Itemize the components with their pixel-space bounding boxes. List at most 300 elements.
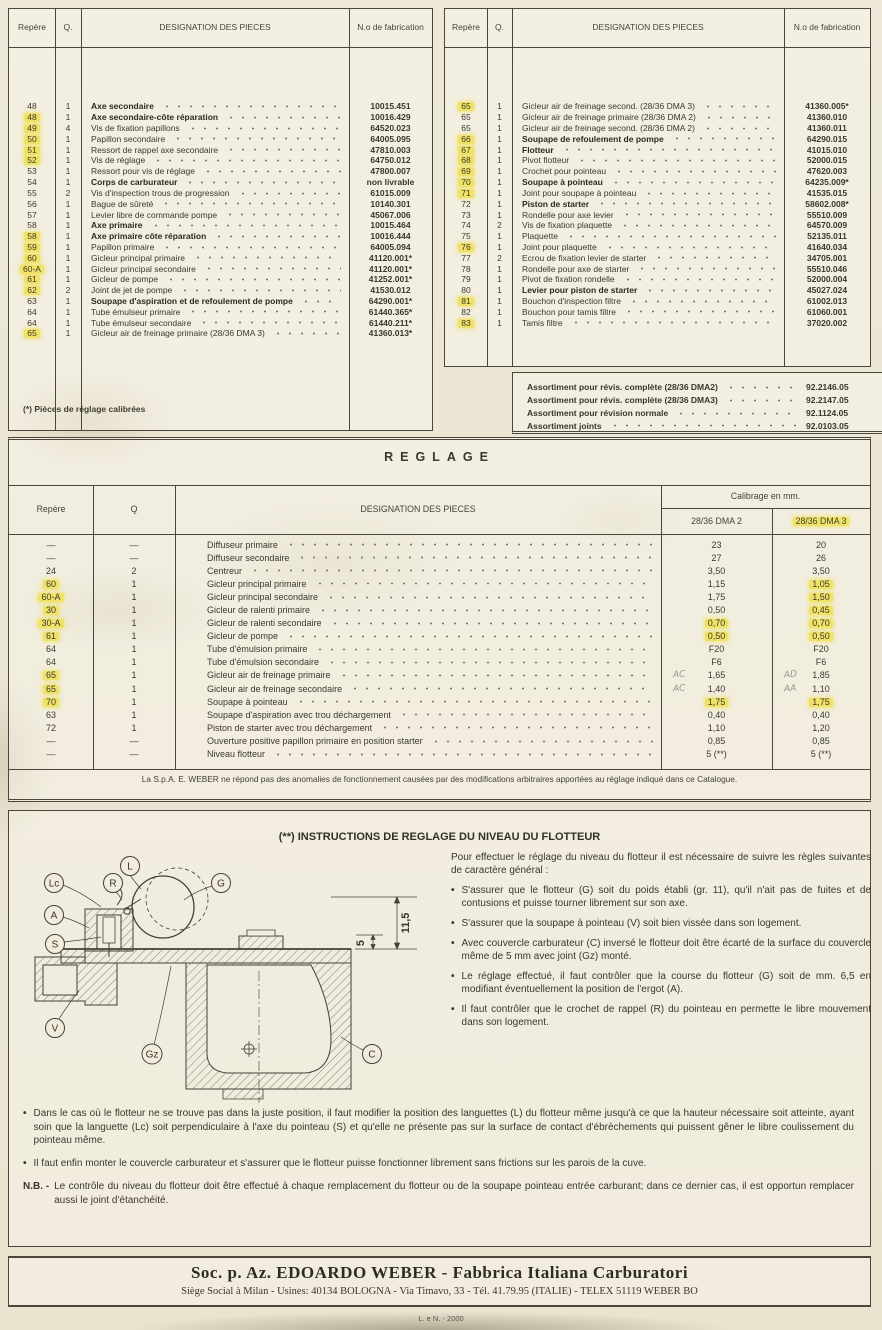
callout-G: G [217,878,225,890]
reglage-qty: 1 [131,683,137,694]
part-designation: Gicleur air de freinage primaire (28/36 DMA 3) [91,328,265,339]
dot-leader [225,148,341,152]
calibration-dma2: 1,10 [707,722,726,733]
dot-leader [725,398,798,402]
part-qty: 1 [65,306,71,317]
float-circle-alt [146,868,208,930]
reglage-ref-cell [9,749,93,759]
part-designation-cell [512,123,784,133]
dot-leader [430,739,653,743]
part-designation-cell [81,145,349,155]
part-designation-cell [512,112,784,122]
part-qty: 1 [65,231,71,242]
cover-boss [239,936,283,949]
part-ref: 53 [27,166,37,177]
calibration-dma3-cell [772,657,870,667]
part-qty: 1 [65,166,71,177]
part-designation-cell [81,264,349,274]
reglage-ref: — [46,749,56,760]
part-ref-cell [9,307,55,317]
dot-leader [224,213,341,217]
part-qty: 1 [65,177,71,188]
part-ref: 64 [27,306,37,317]
part-number: 41360.010 [806,112,848,123]
part-designation: Gicleur de pompe [91,274,159,285]
table-row [9,209,432,220]
table-row [9,188,432,199]
calibration-dma3: 1,50 [809,593,833,602]
part-qty: 1 [65,133,71,144]
callout-Gz: Gz [145,1049,159,1061]
part-designation-cell [81,285,349,295]
calibration-dma3-cell [772,579,870,589]
part-ref-cell [445,101,487,111]
reglage-ref: 64 [45,644,56,655]
reglage-row [9,617,870,630]
part-ref-cell [445,296,487,306]
part-designation: Bouchon pour tamis filtre [522,306,617,317]
part-designation-cell [81,112,349,122]
instructions-intro: Pour effectuer le réglage du niveau du flotteur il est nécessaire de suivre les règles suivantes de caractère général : [451,852,871,876]
part-ref-cell [9,188,55,198]
table-row [445,209,870,220]
dot-leader [636,267,776,271]
part-ref-cell [9,112,55,122]
part-ref-cell [9,274,55,284]
reglage-ref: 63 [45,709,56,720]
part-designation: Pivot flotteur [522,155,570,166]
reglage-ref-cell [9,605,93,615]
reglage-designation: Gicleur principal primaire [207,578,307,589]
calibration-dma2: 23 [711,539,722,550]
part-ref: 74 [461,220,471,231]
calibration-dma2: F20 [708,644,725,655]
header-designation: DESIGNATION DES PIECES [360,504,476,514]
reglage-designation: Diffuseur primaire [207,539,278,550]
part-ref-cell [9,155,55,165]
calibration-dma2-cell [661,697,772,707]
bullet-text: Avec couvercle carburateur (C) inversé le flotteur doit être écarté de la surface du couvercle même de 5 mm avec joint (Gz) monté. [461,938,871,962]
part-designation-cell [512,188,784,198]
table-row [445,112,870,123]
assortiment-number: 92.2146.05 [806,382,849,393]
reglage-designation: Gicleur principal secondaire [207,591,319,602]
reglage-designation-cell [175,631,661,641]
calibration-dma3-cell [772,697,870,707]
parts-table-right [444,8,871,367]
assortiment-box [512,372,882,434]
reglage-row [9,590,870,603]
dot-leader [596,202,776,206]
reglage-ref-cell [9,723,93,733]
table-row [9,220,432,231]
part-ref-cell [9,101,55,111]
part-designation-cell [512,253,784,263]
part-ref: 60 [24,254,39,263]
bullet-text: Dans le cas où le flotteur ne se trouve pas dans la juste position, il faut modifier la position des languettes (L) du flotteur même jusqu'à ce que la hauteur nécessaire soit atteinte, ayant soin que la languette (Lc) soit perpendiculaire à l'axe du pointeau (S) et qu'elle ne présente pas sur la surface de contact d'ébrèchements qui puissent gêner le libre coulissement du pointeau même. [33,1108,854,1146]
part-ref-cell [445,145,487,155]
table-row [9,133,432,144]
dot-leader [628,299,776,303]
reglage-qty: 1 [131,644,137,655]
calibration-dma2: 1,40 [707,683,726,694]
calibration-dma2: 0,70 [705,619,729,628]
part-ref-cell [445,177,487,187]
dot-leader [314,647,653,651]
part-qty: 1 [497,133,502,144]
part-ref-cell [445,242,487,252]
part-designation: Crochet pour pointeau [522,166,607,177]
reglage-qty: 1 [131,722,137,733]
reglage-designation-cell [175,644,661,654]
part-ref-cell [445,188,487,198]
reglage-designation: Gicleur de ralenti primaire [207,605,311,616]
reglage-ref: 65 [43,671,59,680]
calibration-dma3: 1,20 [812,722,830,733]
part-number: 10016.429 [370,112,411,123]
part-number: non livrable [366,177,415,188]
table-row [9,198,432,209]
reglage-ref-cell [9,697,93,707]
calibration-dma2: 0,50 [705,632,729,641]
dot-leader [325,595,653,599]
bowl-body [186,963,351,1089]
table-row [9,166,432,177]
reglage-row [9,656,870,669]
part-number: 52135.011 [807,231,847,242]
part-designation-cell [512,220,784,230]
dot-leader [300,299,341,303]
calibration-dma2-cell [661,710,772,720]
dot-leader [161,104,341,108]
reglage-row [9,538,870,551]
part-designation-cell [81,177,349,187]
part-number: 55510.046 [806,263,848,274]
bullet-text: S'assurer que la soupape à pointeau (V) soit bien vissée dans son logement. [461,918,802,929]
part-ref-cell [9,145,55,155]
part-designation: Tube émulseur primaire [91,306,181,317]
instruction-bullet [451,884,871,910]
part-designation-cell [81,220,349,230]
reglage-section [8,437,871,802]
reglage-row [9,734,870,747]
part-designation-cell [512,264,784,274]
instructions-bullets [451,884,871,1029]
header-repere: Repère [18,22,46,33]
reglage-designation: Tube d'émulsion secondaire [207,657,319,668]
reglage-ref-cell [9,579,93,589]
part-designation-cell [81,155,349,165]
part-designation: Vis de réglage [91,155,146,166]
dot-leader [570,321,776,325]
instructions-bottom [23,1107,854,1207]
part-designation-cell [512,231,784,241]
dot-leader [317,608,653,612]
part-qty: 1 [65,112,71,123]
instruction-bullet [451,1003,871,1029]
reglage-designation: Gicleur de ralenti secondaire [207,618,322,629]
table-row [9,112,432,123]
part-ref: 75 [461,231,471,242]
part-number: 61015.009 [370,187,411,198]
reglage-designation: Soupape d'aspiration avec trou déchargement [207,709,391,720]
reglage-qty: — [129,749,139,760]
part-ref-cell [445,264,487,274]
calibration-dma2: 1,75 [705,698,729,707]
part-designation: Flotteur [522,144,554,155]
dot-leader [561,148,776,152]
reglage-row [9,721,870,734]
part-designation: Levier pour piston de starter [522,285,638,296]
part-designation: Vis de fixation papillons [91,123,180,134]
callout-V: V [51,1023,59,1035]
part-ref: 55 [27,187,37,198]
assortiment-number: 92.1124.05 [806,407,849,418]
part-designation: Vis d'inspection trous de progression [91,187,230,198]
calibration-dma3: 0,50 [809,632,833,641]
header-dma3 [772,516,870,526]
dot-leader [285,543,653,547]
header-designation: DESIGNATION DES PIECES [592,22,704,33]
bullet-marker: • [451,885,455,896]
part-ref: 61 [24,275,39,284]
part-designation: Rondelle pour axe de starter [522,263,630,274]
part-qty: 1 [65,220,71,231]
dot-leader [619,223,776,227]
table-header [9,9,432,47]
part-ref-cell [9,231,55,241]
calibration-dma3-cell [772,749,870,759]
part-ref: 66 [458,135,473,144]
part-ref-cell [9,166,55,176]
part-ref: 62 [24,286,39,295]
part-designation-cell [81,328,349,338]
dot-leader [187,126,341,130]
header-divider [9,534,870,535]
reglage-ref-cell [9,631,93,641]
calibration-dma3-cell [772,566,870,576]
dot-leader [314,582,653,586]
reglage-ref: — [46,552,56,563]
part-ref: 81 [458,297,473,306]
part-qty: 1 [497,123,502,134]
nota-bene [23,1180,854,1207]
reglage-ref: 30-A [38,619,63,628]
reglage-title: REGLAGE [384,450,495,464]
part-number: 41530.012 [370,285,411,296]
dot-leader [725,385,798,389]
part-ref: 80 [461,285,471,296]
dot-leader [326,660,653,664]
table-row [445,296,870,307]
part-ref-cell [9,285,55,295]
part-number: 64520.023 [370,123,411,134]
part-qty: 1 [497,101,502,112]
part-ref: 54 [27,177,37,188]
part-designation: Pivot de fixation rondelle [522,274,615,285]
reglage-ref-cell [9,553,93,563]
part-ref: 48 [24,113,39,122]
part-designation-cell [512,242,784,252]
part-ref: 69 [458,167,473,176]
part-qty: 1 [497,198,502,209]
part-number: 41360.013* [368,328,413,339]
part-ref: 65 [461,112,471,123]
reglage-ref-cell [9,644,93,654]
footer [8,1256,871,1307]
dot-leader [576,158,776,162]
bullet-marker: • [451,971,455,982]
part-designation-cell [81,188,349,198]
calibration-dma2: 1,15 [707,578,726,589]
calibration-dma3: 1,75 [809,698,833,707]
reglage-ref-cell [9,710,93,720]
part-ref-cell [445,210,487,220]
reglage-qty: 2 [131,565,137,576]
part-number: 61440.365* [368,306,413,317]
part-number: 52000.004 [806,274,848,285]
part-qty: 1 [497,155,502,166]
calibration-dma3-cell [772,553,870,563]
part-qty: 1 [497,187,502,198]
part-designation-cell [512,307,784,317]
handwritten-code: AC [672,670,686,681]
calibration-dma3-cell [772,618,870,628]
calibrage-divider [661,508,870,509]
dot-leader [671,137,776,141]
calibration-dma2-cell [661,749,772,759]
part-designation: Bouchon d'inspection filtre [522,296,621,307]
part-qty: 1 [65,274,71,285]
warranty-note: La S.p.A. E. WEBER ne répond pas des anomalies de fonctionnement causées par des modifications arbitraires apportées au réglage indiqué dans ce Catalogue. [141,774,738,784]
calibration-dma2: 1,65 [707,670,726,681]
part-designation: Papillon secondaire [91,133,166,144]
calibration-dma2-cell [661,657,772,667]
part-designation-cell [512,166,784,176]
table-row [445,274,870,285]
part-ref: 60-A [20,265,44,274]
part-ref-cell [9,253,55,263]
part-designation-cell [81,134,349,144]
part-number: 34705.001 [806,252,848,263]
part-qty: 1 [497,241,502,252]
table-row [9,328,432,339]
reglage-rows [9,538,870,761]
handwritten-code: AA [783,683,797,694]
part-designation: Axe secondaire [91,101,154,112]
calibration-dma3-cell [772,605,870,615]
part-ref: 73 [461,209,471,220]
part-ref: 64 [27,317,37,328]
calibration-dma2-cell [661,684,772,694]
part-ref-cell [9,328,55,338]
calibration-dma2: 5 (**) [706,749,727,760]
part-number: 64005.094 [370,241,411,252]
part-designation-cell [81,101,349,111]
parts-table-left [8,8,433,431]
calibration-dma3-cell [772,631,870,641]
dot-leader [295,700,653,704]
part-ref-cell [9,199,55,209]
instructions-title: (**) INSTRUCTIONS DE REGLAGE DU NIVEAU DU FLOTTEUR [278,831,601,843]
calibration-dma2-cell [661,592,772,602]
instructions-text [451,851,871,1036]
dot-leader [702,126,776,130]
part-ref-cell [9,242,55,252]
part-number: 64235.009* [805,177,849,188]
calibration-dma2-cell [661,553,772,563]
reglage-designation-cell [175,723,661,733]
part-qty: 1 [497,263,502,274]
part-ref: 59 [24,243,39,252]
reglage-designation-cell [175,684,661,694]
bullet-marker: • [23,1108,27,1119]
nb-label: N.B. - [23,1181,50,1192]
part-number: 64570.009 [806,220,848,231]
part-number: 41252.001* [368,274,413,285]
part-designation: Soupape à pointeau [522,177,603,188]
callout-S: S [51,939,59,951]
part-qty: 1 [65,155,71,166]
table-row [9,144,432,155]
calibration-dma3-cell [772,710,870,720]
dot-leader [272,331,341,335]
part-qty: 1 [497,209,502,220]
table-row [445,177,870,188]
dot-leader [338,673,653,677]
float-circle [132,876,194,938]
part-ref-cell [445,199,487,209]
calibration-dma3-cell [772,644,870,654]
calibration-dma2-cell [661,723,772,733]
part-designation: Levier libre de commande pompe [91,209,218,220]
dot-leader [198,321,341,325]
part-qty: 1 [497,317,502,328]
callout-Lc: Lc [48,878,60,890]
reglage-qty: 1 [131,657,137,668]
reglage-ref-cell [9,566,93,576]
dot-leader [213,234,341,238]
reglage-row [9,669,870,682]
calibration-dma3: 1,05 [809,580,833,589]
table-row [9,231,432,242]
reglage-row [9,564,870,577]
part-ref-cell [445,112,487,122]
assortiment-designation: Assortiment pour révis. complète (28/36 DMA3) [527,395,718,406]
dimension-5: 5 [355,939,367,947]
part-designation-cell [512,296,784,306]
dot-leader [621,213,776,217]
bullet-text: Le réglage effectué, il faut contrôler que la course du flotteur (G) soit de mm. 6,5 en modifiant éventuellement la position de l'ergot (A). [461,971,871,995]
part-ref: 71 [458,189,473,198]
callout-R: R [109,878,117,890]
calibration-dma3-cell [772,670,870,680]
assortiment-row [527,381,872,394]
reglage-row [9,603,870,616]
cover-boss-cap [247,930,275,936]
calibration-dma3: 0,70 [809,619,833,628]
calibration-dma2-cell [661,540,772,550]
table-row [445,123,870,134]
calibration-dma3: F20 [813,644,829,655]
part-designation: Gicleur air de freinage primaire (28/36 DMA 2) [522,112,696,123]
part-designation-cell [512,155,784,165]
table-row [9,155,432,166]
part-number: 10015.464 [370,220,411,231]
dot-leader [623,310,776,314]
dot-leader [172,137,341,141]
part-ref-cell [445,231,487,241]
